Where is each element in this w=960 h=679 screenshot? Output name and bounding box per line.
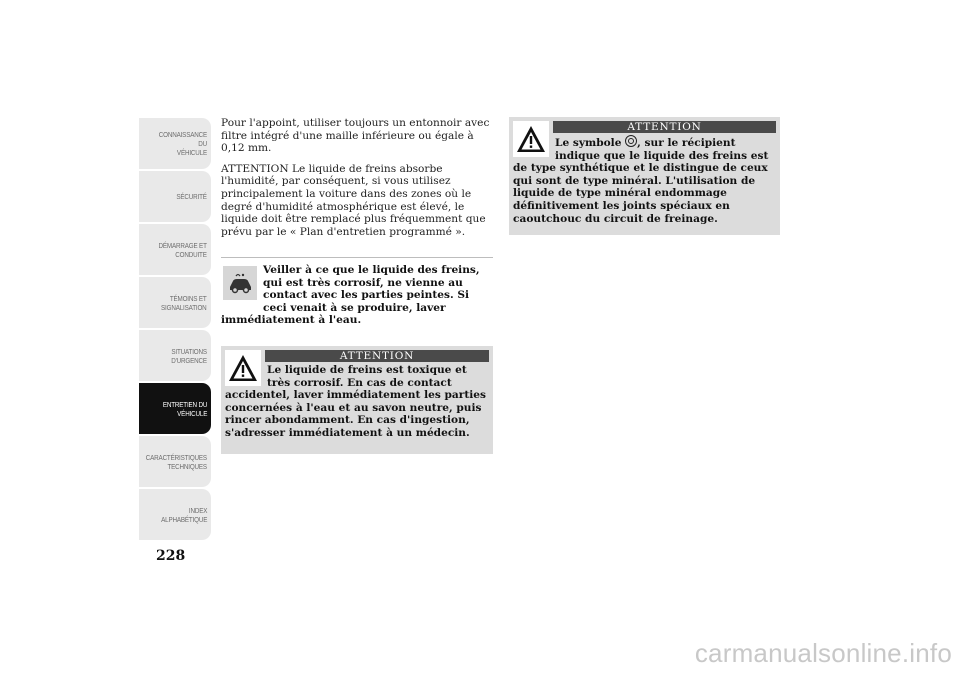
- tab-label: DÉMARRAGE ET CONDUITE: [158, 240, 207, 259]
- tab-label: SITUATIONS D'URGENCE: [171, 346, 207, 365]
- tab-entretien-vehicule[interactable]: [139, 383, 211, 434]
- note-text: Veiller à ce que le liquide des freins, qui est très corrosif, ne vienne au contact avec les parties peintes. Si ceci venait à se produire, laver immédiatement à l'eau.: [221, 264, 480, 327]
- brake-fluid-symbol-icon: [625, 135, 637, 147]
- tab-label: TÉMOINS ET SIGNALISATION: [161, 293, 207, 312]
- section-divider: [221, 257, 493, 258]
- paragraph-humidity: ATTENTION Le liquide de freins absorbe l'humidité, par conséquent, si vous utilisez principalement la voiture dans des zones où le degré d'humidité atmosphérique est élevé, le liquide doit être remplacé plus fréquemment que prévu par le « Plan d'entretien programmé ».: [221, 162, 486, 238]
- tab-situations-urgence[interactable]: [139, 330, 211, 381]
- tab-index-alphabetique[interactable]: [139, 489, 211, 540]
- tab-label: INDEX ALPHABÉTIQUE: [160, 505, 207, 524]
- warning-box-symbol: [509, 117, 780, 235]
- chapter-sidebar: [139, 118, 211, 542]
- tab-securite[interactable]: [139, 171, 211, 222]
- warning-text: [513, 135, 776, 225]
- warning-text-end: , sur le récipient indique que le liquide des freins est de type synthétique et le distingue de ceux qui sont de type minéral. L'utilisation de liquide de type minéral endommage définitivement les joints spéciaux en caoutchouc du circuit de freinage.: [513, 137, 769, 225]
- warning-triangle-icon: [513, 121, 549, 157]
- page-number: 228: [156, 548, 186, 564]
- warning-text-start: Le symbole: [555, 137, 622, 149]
- tab-label: SÉCURITÉ: [176, 192, 207, 201]
- tab-temoins-signalisation[interactable]: [139, 277, 211, 328]
- tab-connaissance-vehicule[interactable]: [139, 118, 211, 169]
- main-text-column: [221, 117, 493, 246]
- tab-label: CONNAISSANCE DU VÉHICULE: [158, 130, 207, 157]
- paint-note: [221, 264, 493, 327]
- tab-demarrage-conduite[interactable]: [139, 224, 211, 275]
- warning-text: Le liquide de freins est toxique et très corrosif. En cas de contact accidentel, laver immédiatement les parties concernées à l'eau et au savon neutre, puis rincer abondamment. En cas d'ingestion, s'adresser immédiatement à un médecin.: [225, 364, 486, 439]
- warning-box-toxic: [221, 346, 493, 454]
- paragraph-funnel: Pour l'appoint, utiliser toujours un entonnoir avec filtre intégré d'une maille inférieure ou égale à 0,12 mm.: [221, 117, 490, 155]
- car-paint-icon: [223, 266, 257, 300]
- warning-title: ATTENTION: [265, 350, 489, 362]
- tab-label: ENTRETIEN DU VÉHICULE: [162, 399, 207, 418]
- watermark: carmanualsonline.info: [694, 638, 952, 668]
- warning-triangle-icon: [225, 350, 261, 386]
- tab-caracteristiques-techniques[interactable]: [139, 436, 211, 487]
- warning-title: ATTENTION: [553, 121, 776, 133]
- tab-label: CARACTÉRISTIQUES TECHNIQUES: [145, 452, 207, 471]
